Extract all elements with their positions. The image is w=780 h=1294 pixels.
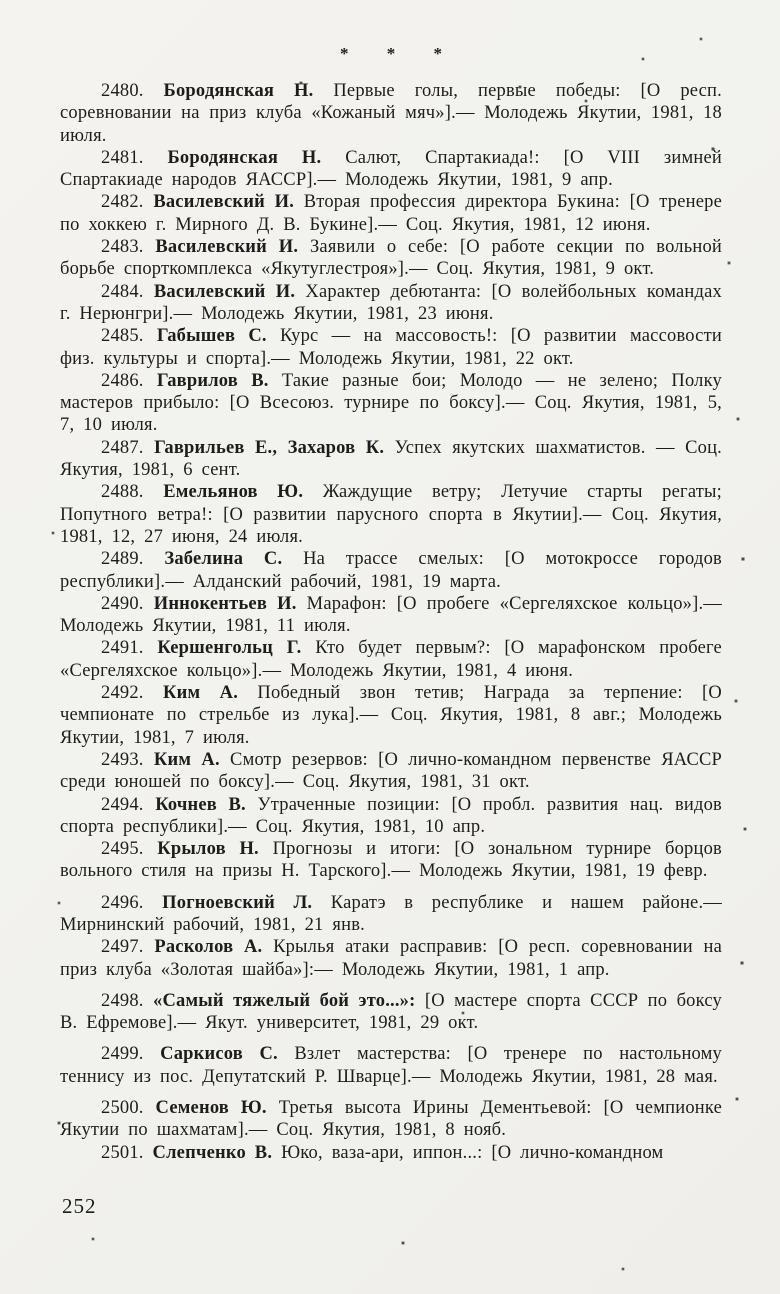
entry-author: Забелина С. xyxy=(164,549,283,570)
entry-number: 2486. xyxy=(101,370,144,391)
entry-text: Кто будет первым?: [О марафонском пробеге «Сергеляхское кольцо»].— Молодежь Якутии, 1981, 4 июня. xyxy=(60,638,722,681)
bibliography-entry xyxy=(60,637,722,682)
entry-text: Прогнозы и итоги: [О зональном турнире борцов вольного стиля на призы Н. Тарского].— Молодежь Якутии, 1981, 19 февр. xyxy=(60,839,722,882)
entry-number: 2497. xyxy=(101,937,144,958)
entry-author: Иннокентьев И. xyxy=(153,593,297,614)
bibliography-entry xyxy=(60,191,722,236)
entry-text: [О мастере спорта СССР по боксу В. Ефремове].— Якут. университет, 1981, 29 окт. xyxy=(60,990,722,1034)
entry-number: 2501. xyxy=(101,1142,144,1163)
entry-number: 2482. xyxy=(101,192,144,213)
entry-author: Габышев С. xyxy=(156,326,267,347)
entry-number: 2496. xyxy=(101,892,144,913)
entry-author: Бородянская Н. xyxy=(163,81,314,101)
section-divider: * * * xyxy=(340,44,459,63)
bibliography-entry xyxy=(60,990,722,1035)
entry-author: Василевский И. xyxy=(155,237,299,258)
entry-number: 2498. xyxy=(101,990,144,1011)
entry-text: Третья высота Ирины Дементьевой: [О чемпионке Якутии по шахматам].— Соц. Якутия, 1981, 8 нояб. xyxy=(60,1098,723,1141)
bibliography-entry xyxy=(60,682,722,749)
entry-text: Взлет мастерства: [О тренере по настольному теннису из пос. Депутатский Р. Шварце].— Молодежь Якутии, 1981, 28 мая. xyxy=(60,1044,722,1087)
bibliography-entry xyxy=(60,593,722,638)
entry-number: 2489. xyxy=(101,549,144,570)
entry-text: Салют, Спартакиада!: [О VIII зимней Спартакиаде народов ЯАССР].— Молодежь Якутии, 1981, 9 апр. xyxy=(60,147,722,191)
entry-text: Успех якутских шахматистов. — Соц. Якутия, 1981, 6 сент. xyxy=(60,437,722,481)
entry-text: Заявили о себе: [О работе секции по вольной борьбе спорткомплекса «Якутуглестроя»].— Соц. Якутия, 1981, 9 окт. xyxy=(60,237,722,280)
entry-number: 2499. xyxy=(101,1044,144,1065)
bibliography-entry xyxy=(60,1043,722,1088)
entry-number: 2491. xyxy=(101,638,144,659)
bibliography-entry xyxy=(60,1097,722,1142)
entry-text: Марафон: [О пробеге «Сергеляхское кольцо»].— Молодежь Якутии, 1981, 11 июля. xyxy=(60,593,722,637)
entry-author: Крылов Н. xyxy=(157,839,259,860)
entry-author: Кершенгольц Г. xyxy=(157,638,302,659)
entry-author: Гаврилов В. xyxy=(156,370,269,391)
bibliography-entry xyxy=(60,325,722,370)
bibliography-entry xyxy=(60,236,722,281)
entry-author: «Самый тяжелый бой это...»: xyxy=(153,990,416,1011)
entry-number: 2490. xyxy=(101,593,144,614)
bibliography-entry xyxy=(60,80,722,147)
bibliography-entry xyxy=(60,936,722,981)
entry-number: 2484. xyxy=(101,281,144,302)
entry-author: Василевский И. xyxy=(153,281,296,302)
entry-text: Утраченные позиции: [О пробл. развития нац. видов спорта республики].— Соц. Якутия, 1981, 10 апр. xyxy=(60,794,722,837)
entry-text: Жаждущие ветру; Летучие старты регаты; Попутного ветра!: [О развитии парусного спорта в Якутии].— Соц. Якутия, 1981, 12, 27 июня, 24 июля. xyxy=(60,482,723,547)
entry-text: Такие разные бои; Молодо — не зелено; Полку мастеров прибыло: [О Всесоюз. турнире по боксу].— Соц. Якутия, 1981, 5, 7, 10 июля. xyxy=(60,370,722,436)
entry-text: Каратэ в республике и нашем районе.— Мирнинский рабочий, 1981, 21 янв. xyxy=(60,892,722,935)
bibliography-entry xyxy=(60,1142,722,1164)
entry-number: 2487. xyxy=(101,437,144,458)
bibliography-entry xyxy=(60,147,722,192)
entry-number: 2495. xyxy=(101,839,144,860)
entry-author: Слепченко В. xyxy=(152,1142,273,1163)
entry-number: 2483. xyxy=(101,237,144,258)
entry-author: Василевский И. xyxy=(153,192,295,213)
entry-text: Крылья атаки расправив: [О респ. соревновании на приз клуба «Золотая шайба»]:— Молодежь Якутии, 1981, 1 апр. xyxy=(60,937,722,980)
entry-list xyxy=(60,80,722,1164)
scan-noise xyxy=(0,0,2,2)
entry-author: Расколов А. xyxy=(154,937,263,958)
entry-text: Характер дебютанта: [О волейбольных командах г. Нерюнгри].— Молодежь Якутии, 1981, 23 июня. xyxy=(60,281,722,324)
entry-number: 2480. xyxy=(101,81,144,101)
page-content xyxy=(60,44,722,1164)
entry-number: 2493. xyxy=(101,749,144,770)
entry-number: 2481. xyxy=(101,147,144,168)
entry-text: Первые голы, первые победы: [О респ. соревновании на приз клуба «Кожаный мяч»].— Молодежь Якутии, 1981, 18 июля. xyxy=(60,81,722,146)
bibliography-entry xyxy=(60,437,722,482)
entry-number: 2485. xyxy=(101,326,144,347)
entry-number: 2492. xyxy=(101,683,144,704)
entry-text: Курс — на массовость!: [О развитии массовости физ. культуры и спорта].— Молодежь Якутии, 1981, 22 окт. xyxy=(60,326,722,369)
entry-text: Вторая профессия директора Букина: [О тренере по хоккею г. Мирного Д. В. Букине].— Соц. Якутия, 1981, 12 июня. xyxy=(60,192,722,235)
bibliography-entry xyxy=(60,892,722,937)
bibliography-entry xyxy=(60,481,722,548)
bibliography-entry xyxy=(60,794,722,839)
bibliography-entry xyxy=(60,838,722,883)
entry-text: Юко, ваза-ари, иппон...: [О лично-командном xyxy=(281,1142,664,1163)
entry-author: Кочнев В. xyxy=(155,794,246,815)
entry-author: Емельянов Ю. xyxy=(163,482,304,503)
entry-number: 2494. xyxy=(101,794,144,815)
entry-author: Ким А. xyxy=(153,749,220,770)
bibliography-entry xyxy=(60,281,722,326)
entry-author: Ким А. xyxy=(163,683,239,704)
bibliography-entry xyxy=(60,548,722,593)
entry-number: 2488. xyxy=(101,482,144,503)
entry-text: Победный звон тетив; Награда за терпение: [О чемпионате по стрельбе из лука].— Соц. Якутия, 1981, 8 авг.; Молодежь Якутии, 1981, 7 июля. xyxy=(60,683,722,748)
entry-author: Бородянская Н. xyxy=(167,147,322,168)
entry-text: Смотр резервов: [О лично-командном первенстве ЯАССР среди юношей по боксу].— Соц. Якутия, 1981, 31 окт. xyxy=(60,749,723,793)
entry-number: 2500. xyxy=(101,1098,144,1119)
entry-author: Гаврильев Е., Захаров К. xyxy=(154,437,385,458)
bibliography-entry xyxy=(60,370,722,437)
entry-author: Погноевский Л. xyxy=(162,892,313,913)
entry-author: Семенов Ю. xyxy=(155,1098,267,1119)
entry-author: Саркисов С. xyxy=(160,1044,278,1065)
page-number: 252 xyxy=(62,1194,97,1218)
bibliography-entry xyxy=(60,749,722,794)
entry-text: На трассе смелых: [О мотокроссе городов республики].— Алданский рабочий, 1981, 19 марта. xyxy=(60,549,722,592)
